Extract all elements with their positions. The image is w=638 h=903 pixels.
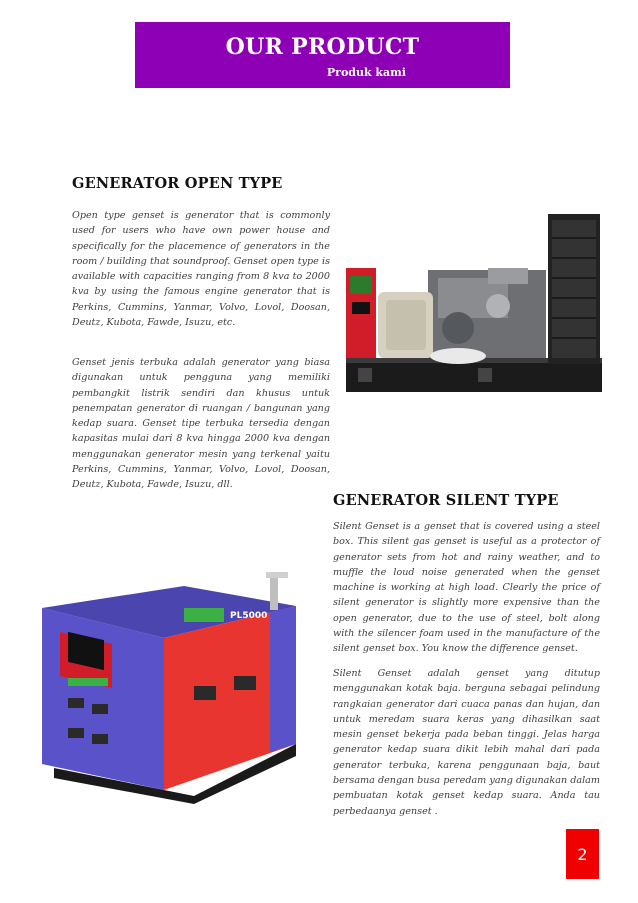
- model-label: PL5000: [230, 611, 268, 621]
- silent-type-text-id: Silent Genset adalah genset yang ditutup menggunakan kotak baja. berguna sebagai pelindung rangkaian generator dari cuaca panas dan hujan, dan untuk meredam suara keras yang dihasilkan saat mesin genset bekerja pada beban tinggi. Jelas harga generator kedap suara dikit lebih mahal dari pada generator terbuka, karena penggunaan baja, baut bersama dengan busa peredam yang digunakan dalam pembuatan kotak genset kedap suara. Anda tau perbedaanya genset .: [333, 668, 600, 817]
- brand-sticker: [184, 608, 224, 622]
- page-title: OUR PRODUCT: [225, 34, 420, 60]
- open-type-text-id: Genset jenis terbuka adalah generator yang biasa digunakan untuk pengguna yang memiliki pembangkit listrik sendiri dan khusus untuk penempatan generator di ruangan / bangunan yang kedap suara. Genset tipe terbuka tersedia dengan kapasitas mulai dari 8 kva hingga 2000 kva dengan menggunakan generator mesin yang terkenal yaitu Perkins, Cummins, Yanmar, Volvo, Lovol, Doosan, Deutz, Kubota, Fawde, Isuzu, dll.: [72, 357, 330, 491]
- silent-type-heading: GENERATOR SILENT TYPE: [333, 492, 559, 509]
- open-generator-image: [338, 208, 608, 410]
- open-type-heading: GENERATOR OPEN TYPE: [72, 175, 283, 192]
- open-type-text-en: Open type genset is generator that is commonly used for users who have own power house and specifically for the placemence of generators in the room / building that soundproof. Genset open type is available with capacities ranging from 8 kva to 2000 kva by using the famous engine generator that is Perkins, Cummins, Yanmar, Volvo, Lovol, Doosan, Deutz, Kubota, Fawde, Isuzu, etc.: [72, 210, 330, 329]
- silent-type-text-en: Silent Genset is a genset that is covered using a steel box. This silent gas genset is useful as a protector of generator sets from hot and rainy weather, and to muffle the loud noise generated when the genset machine is working at high load. Clearly the price of silent generator is slightly more expensive than the open generator, due to the use of steel, bolt along with the silencer foam used in the manufacture of the silent genset box. You know the difference genset.: [333, 521, 600, 655]
- page-number-badge: 2: [566, 829, 599, 879]
- header-banner: [135, 22, 510, 88]
- silent-generator-image: [34, 568, 304, 804]
- page-subtitle: Produk kami: [326, 66, 406, 79]
